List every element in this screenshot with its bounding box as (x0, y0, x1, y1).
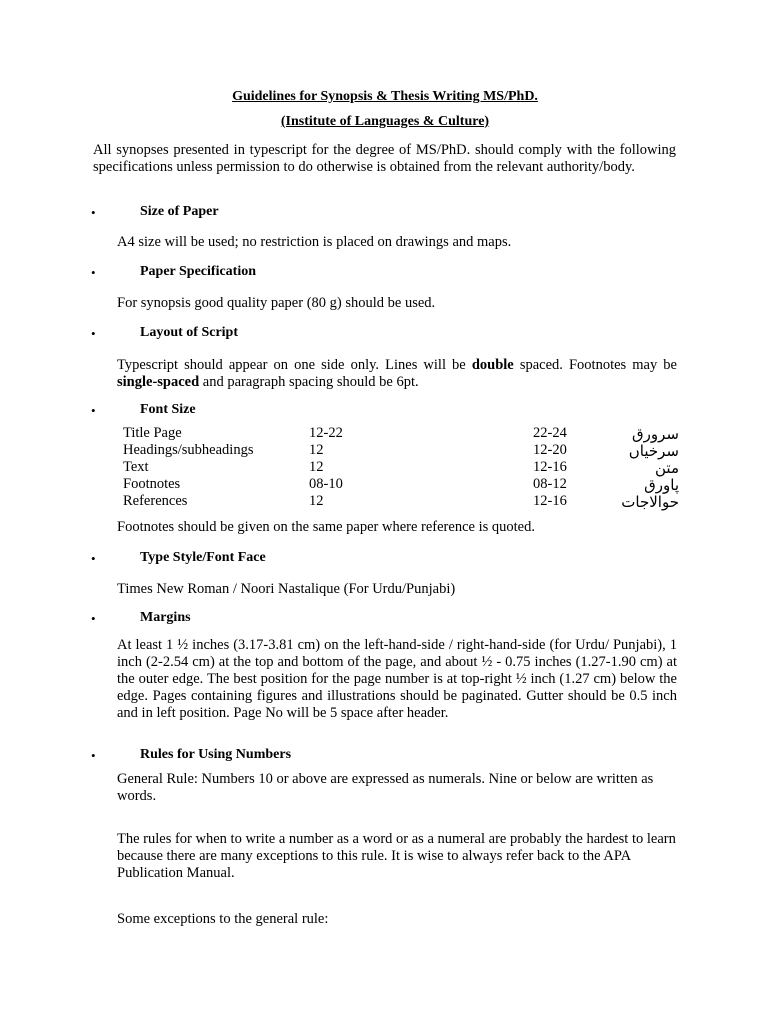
row-label: Footnotes (123, 476, 181, 492)
row-english-size: 12 (309, 442, 324, 458)
heading-numbers: Rules for Using Numbers (140, 747, 292, 762)
bullet-icon: • (91, 326, 96, 341)
heading-margins: Margins (140, 610, 191, 625)
bullet-icon: • (91, 403, 96, 418)
type-style-text: Times New Roman / Noori Nastalique (For Urdu/Punjabi) (117, 581, 456, 597)
row-urdu-label: پاورق (644, 476, 679, 494)
row-urdu-size: 08-12 (533, 476, 567, 492)
row-english-size: 12-22 (309, 425, 343, 441)
row-label: References (123, 493, 188, 509)
row-urdu-label: حوالاجات (621, 493, 679, 511)
bullet-icon: • (91, 265, 96, 280)
row-urdu-size: 12-16 (533, 493, 567, 509)
paper-spec-text: For synopsis good quality paper (80 g) should be used. (117, 295, 436, 311)
bullet-icon: • (91, 551, 96, 566)
table-row (123, 493, 679, 510)
bullet-icon: • (91, 611, 96, 626)
row-label: Title Page (123, 425, 182, 441)
layout-text (117, 357, 677, 391)
table-row (123, 425, 679, 442)
row-urdu-label: متن (655, 459, 679, 477)
heading-type-style: Type Style/Font Face (140, 550, 266, 565)
layout-text-part: Typescript should appear on one side only. Lines will be (117, 357, 472, 373)
document-subtitle: (Institute of Languages & Culture) (280, 114, 490, 129)
layout-bold-single-spaced: single-spaced (117, 374, 200, 390)
row-urdu-size: 12-20 (533, 442, 567, 458)
row-urdu-label: سرخیاں (628, 442, 679, 460)
row-english-size: 08-10 (309, 476, 343, 492)
margins-text: At least 1 ½ inches (3.17-3.81 cm) on the left-hand-side / right-hand-side (for Urdu/ Punjabi), 1 inch (2-2.54 cm) at the top and bottom of the page, and about ½ - 0.75 inches (1.27-1.90 cm) at the outer edge. The best position for the page number is at top-right ½ inch (1.27 cm) below the edge. Pages containing figures and illustrations should be paginated. Gutter should be 0.5 inch and in left position. Page No will be 5 space after header. (117, 637, 677, 721)
bullet-icon: • (91, 205, 96, 220)
numbers-exceptions-note: The rules for when to write a number as a word or as a numeral are probably the hardest to learn because there are many exceptions to this rule. It is wise to always refer back to the APA Publication Manual. (117, 831, 676, 881)
font-size-note: Footnotes should be given on the same paper where reference is quoted. (117, 519, 535, 535)
numbers-general-rule: General Rule: Numbers 10 or above are expressed as numerals. Nine or below are written as words. (117, 771, 654, 804)
row-label: Text (123, 459, 149, 475)
layout-text-part: spaced. Footnotes may be (513, 357, 677, 373)
heading-paper-spec: Paper Specification (140, 264, 257, 279)
document-title: Guidelines for Synopsis & Thesis Writing MS/PhD. (232, 89, 538, 104)
heading-font-size: Font Size (140, 402, 196, 417)
layout-text-part: and paragraph spacing should be 6pt. (199, 374, 419, 390)
row-urdu-size: 12-16 (533, 459, 567, 475)
numbers-exceptions-heading: Some exceptions to the general rule: (117, 911, 329, 927)
heading-layout: Layout of Script (140, 325, 238, 340)
row-english-size: 12 (309, 493, 324, 509)
paper-size-text: A4 size will be used; no restriction is placed on drawings and maps. (117, 234, 512, 250)
bullet-icon: • (91, 748, 96, 763)
layout-bold-double: double (471, 357, 514, 373)
row-label: Headings/subheadings (123, 442, 254, 458)
intro-paragraph: All synopses presented in typescript for the degree of MS/PhD. should comply with the following specifications unless permission to do otherwise is obtained from the relevant authority/body. (93, 142, 676, 175)
table-row (123, 442, 679, 459)
table-row (123, 459, 679, 476)
heading-paper-size: Size of Paper (140, 204, 219, 219)
table-row (123, 476, 679, 493)
row-urdu-label: سرورق (632, 425, 679, 443)
row-urdu-size: 22-24 (533, 425, 567, 441)
row-english-size: 12 (309, 459, 324, 475)
